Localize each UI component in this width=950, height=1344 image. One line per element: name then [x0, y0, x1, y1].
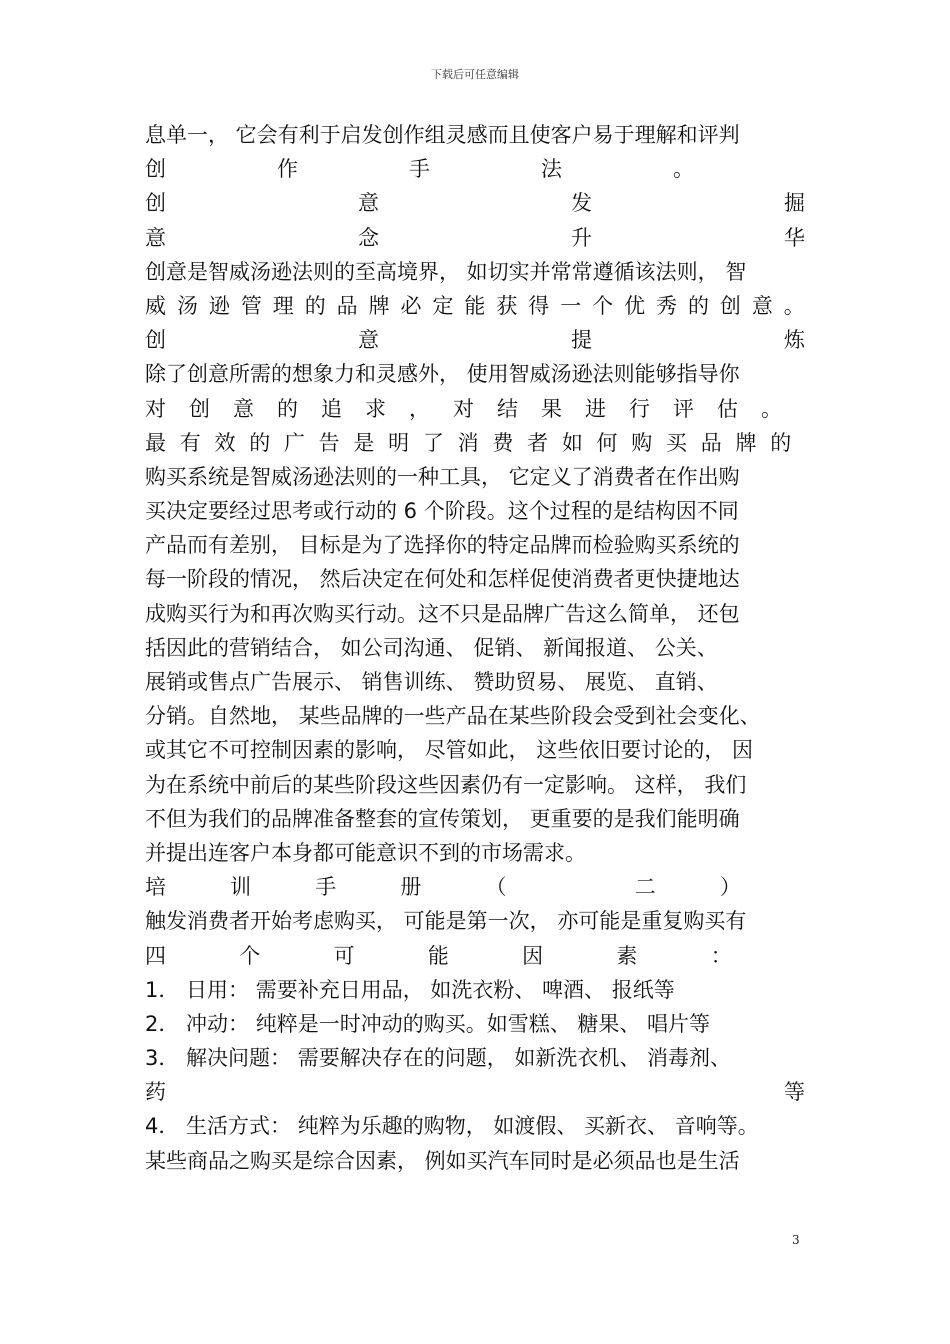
text-char: 追	[321, 396, 342, 421]
text-char: 估	[717, 396, 738, 421]
text-char: 的	[687, 293, 709, 318]
text-line: 展销或售点广告展示、 销售训练、 赞助贸易、 展览、 直销、	[145, 670, 718, 694]
text-char: 行	[629, 396, 650, 421]
text-char: 创	[145, 157, 166, 182]
text-line: 为在系统中前后的某些阶段这些因素仍有一定影响。 这样， 我们	[145, 772, 747, 797]
text-char: 发	[571, 191, 592, 216]
text-char: 意	[233, 396, 254, 421]
text-char: 掘	[784, 191, 805, 216]
text-char: 效	[214, 430, 236, 455]
text-char: 品	[700, 430, 722, 455]
text-line	[145, 186, 805, 220]
text-line	[145, 939, 805, 973]
text-line: 1． 日用： 需要补充日用品， 如洗衣粉、 啤酒、 报纸等	[145, 977, 675, 1002]
text-char: 意	[751, 293, 773, 318]
text-char: 消	[457, 430, 479, 455]
text-char: 牌	[368, 293, 390, 318]
text-char: 创	[145, 328, 166, 353]
text-char: 得	[528, 293, 550, 318]
text-line	[145, 426, 805, 460]
text-char: 评	[673, 396, 694, 421]
text-char: 因	[522, 943, 544, 968]
text-char: 。	[673, 157, 694, 182]
text-char: 如	[561, 430, 583, 455]
text-char: ：	[710, 943, 732, 968]
text-char: 优	[624, 293, 646, 318]
document-body	[145, 118, 805, 1178]
text-line: 或其它不可控制因素的影响， 尽管如此， 这些依旧要讨论的， 因	[145, 738, 754, 763]
text-line: 3． 解决问题： 需要解决存在的问题， 如新洗衣机、 消毒剂、	[145, 1046, 732, 1071]
text-line: 4． 生活方式： 纯粹为乐趣的购物， 如渡假、 买新衣、 音响等。	[145, 1114, 759, 1139]
text-char: 的	[249, 430, 271, 455]
text-char: 作	[277, 157, 298, 182]
text-char: 意	[145, 225, 166, 250]
text-line: 某些商品之购买是综合因素， 例如买汽车同时是必须品也是生活	[145, 1148, 740, 1173]
text-char: 创	[145, 191, 166, 216]
text-char: 广	[283, 430, 305, 455]
text-char: 创	[719, 293, 741, 318]
text-char: 秀	[656, 293, 677, 318]
text-line: 不但为我们的品牌准备整套的宣传策划， 更重要的是我们能明确	[145, 806, 740, 831]
text-char: 牌	[735, 430, 757, 455]
text-char: 素	[616, 943, 638, 968]
text-char: 提	[571, 328, 592, 353]
text-char: 的	[304, 293, 326, 318]
text-char: 二	[634, 875, 656, 900]
text-char: 对	[145, 396, 166, 421]
text-line	[145, 1075, 805, 1109]
text-line: 括因此的营销结合， 如公司沟通、 促销、 新闻报道、 公关、	[145, 635, 718, 660]
text-line	[145, 392, 805, 426]
text-line: 买决定要经过思考或行动的 6 个阶段。这个过程的是结构因不同	[145, 499, 739, 524]
text-line: 触发消费者开始考虑购买， 可能是第一次， 亦可能是重复购买有	[145, 909, 747, 934]
text-char: （	[485, 875, 507, 900]
text-char: 的	[770, 430, 792, 455]
text-line: 产品而有差别， 目标是为了选择你的特定品牌而检验购买系统的	[145, 533, 740, 558]
text-char: 法	[541, 157, 562, 182]
text-char: 。	[761, 396, 782, 421]
text-char: 。	[783, 293, 805, 318]
page-number: 3	[792, 1233, 800, 1247]
text-char: 手	[409, 157, 430, 182]
text-char: 管	[240, 293, 262, 318]
text-char: 等	[784, 1080, 805, 1105]
text-char: 手	[315, 875, 337, 900]
text-char: 威	[145, 293, 166, 318]
text-char: 升	[571, 225, 592, 250]
text-line	[145, 289, 805, 323]
text-char: 培	[145, 875, 166, 900]
text-line: 购买系统是智威汤逊法则的一种工具， 它定义了消费者在作出购	[145, 464, 740, 489]
text-line: 除了创意所需的想象力和灵感外， 使用智威汤逊法则能够指导你	[145, 362, 740, 387]
text-line: 每一阶段的情况， 然后决定在何处和怎样促使消费者更快捷地达	[145, 567, 740, 592]
text-char: 定	[432, 293, 454, 318]
text-char: 个	[239, 943, 261, 968]
text-char: 意	[358, 328, 379, 353]
text-char: 有	[179, 430, 201, 455]
text-char: ，	[409, 396, 430, 421]
text-char: 品	[336, 293, 358, 318]
text-char: ）	[719, 875, 741, 900]
text-line: 并提出连客户本身都可能意识不到的市场需求。	[145, 840, 586, 865]
text-char: 最	[145, 430, 166, 455]
text-char: 炼	[784, 328, 805, 353]
text-char: 购	[631, 430, 653, 455]
text-char: 四	[145, 943, 166, 968]
text-char: 逊	[208, 293, 230, 318]
text-char: 华	[784, 225, 805, 250]
text-char: 何	[596, 430, 618, 455]
text-char: 获	[496, 293, 518, 318]
text-line: 息单一， 它会有利于启发创作组灵感而且使客户易于理解和评判	[145, 123, 740, 147]
text-char: 一	[560, 293, 582, 318]
text-char: 理	[272, 293, 294, 318]
text-char: 买	[666, 430, 688, 455]
page-header: 下载后可任意编辑	[431, 68, 519, 81]
text-char: 可	[333, 943, 355, 968]
text-char: 告	[318, 430, 340, 455]
text-char: 的	[277, 396, 298, 421]
text-char: 意	[358, 191, 379, 216]
text-char: 创	[189, 396, 210, 421]
text-char: 训	[230, 875, 252, 900]
text-char: 药	[145, 1080, 166, 1105]
text-char: 念	[358, 225, 379, 250]
text-line	[145, 152, 805, 186]
text-char: 进	[585, 396, 606, 421]
text-char: 必	[400, 293, 422, 318]
text-char: 者	[527, 430, 549, 455]
text-line	[145, 870, 805, 904]
text-char: 对	[453, 396, 474, 421]
text-char: 能	[464, 293, 486, 318]
text-line	[145, 323, 805, 357]
text-line: 成购买行为和再次购买行动。这不只是品牌广告这么简单， 还包	[145, 601, 740, 626]
text-char: 求	[365, 396, 386, 421]
text-char: 汤	[176, 293, 198, 318]
text-line: 创意是智威汤逊法则的至高境界， 如切实并常常遵循该法则， 智	[145, 259, 747, 284]
text-char: 结	[497, 396, 518, 421]
text-char: 了	[422, 430, 444, 455]
text-char: 果	[541, 396, 562, 421]
text-char: 册	[400, 875, 422, 900]
text-line	[145, 221, 805, 255]
text-line: 2． 冲动： 纯粹是一时冲动的购买。如雪糕、 糖果、 唱片等	[145, 1011, 711, 1036]
text-char: 个	[592, 293, 614, 318]
text-char: 是	[353, 430, 375, 455]
text-char: 费	[492, 430, 514, 455]
text-char: 明	[388, 430, 410, 455]
text-line: 分销。自然地， 某些品牌的一些产品在某些阶段会受到社会变化、	[145, 704, 761, 729]
text-char: 能	[427, 943, 449, 968]
